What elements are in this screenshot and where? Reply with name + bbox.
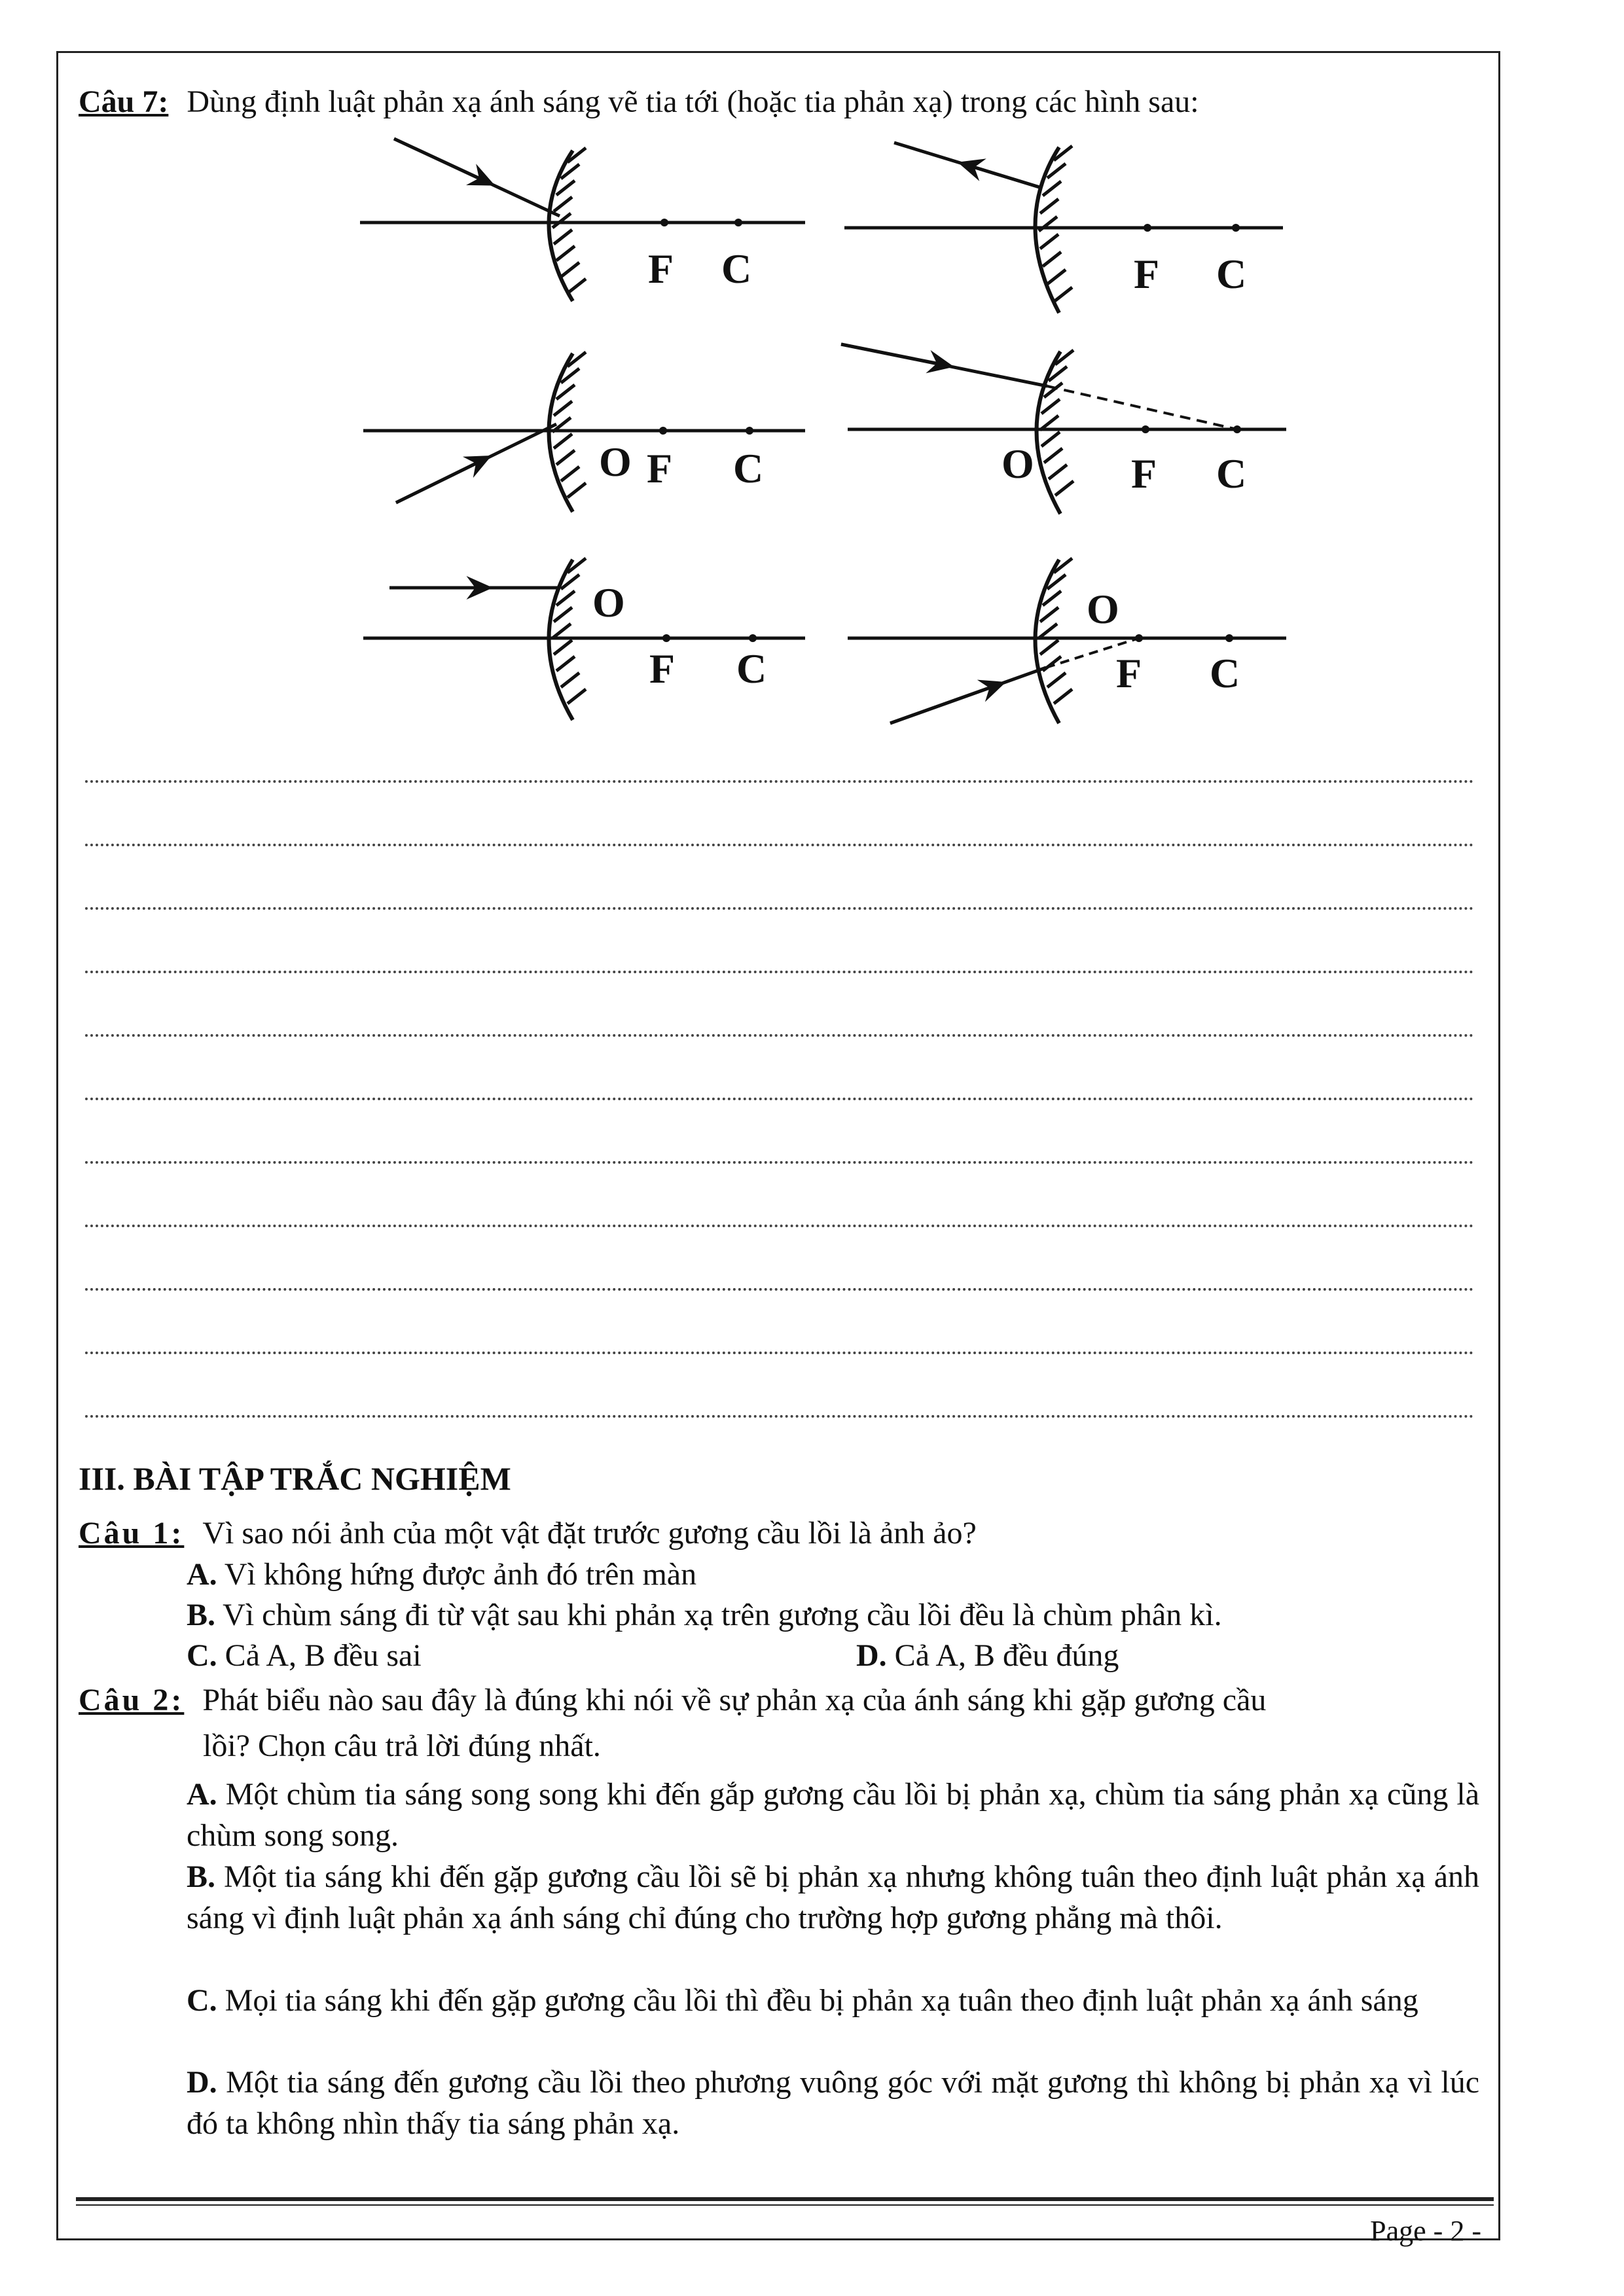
label-c: C xyxy=(721,245,752,292)
label-c: C xyxy=(736,645,767,692)
q2-option-b-text: Một tia sáng khi đến gặp gương cầu lồi sẽ bị phản xạ nhưng không tuân theo định luật phản xạ ánh sáng vì định luật phản xạ ánh sáng chỉ đúng cho trường hợp gương phẳng mà thôi. xyxy=(187,1859,1479,1935)
focus-point xyxy=(1135,634,1143,642)
answer-line xyxy=(85,1415,1474,1418)
label-f: F xyxy=(1131,450,1157,497)
q2-option-a-label: A. xyxy=(187,1777,217,1812)
q1-option-b-label: B. xyxy=(187,1598,216,1632)
answer-line xyxy=(85,1098,1474,1100)
q2-option-a-text: Một chùm tia sáng song song khi đến gắp gương cầu lồi bị phản xạ, chùm tia sáng phản xạ cũng là chùm song song. xyxy=(187,1777,1480,1853)
footer-rule-thick xyxy=(76,2197,1494,2201)
q1-option-c-label: C. xyxy=(187,1638,217,1673)
center-point xyxy=(1225,634,1233,642)
q1-option-d-text: Cả A, B đều đúng xyxy=(894,1638,1119,1673)
q2-option-d-label: D. xyxy=(187,2065,217,2100)
q2-option-d xyxy=(187,2062,1479,2144)
answer-line xyxy=(85,1352,1474,1354)
focus-point xyxy=(1144,224,1151,232)
answer-line xyxy=(85,1225,1474,1227)
label-f: F xyxy=(649,645,676,692)
q1-option-d xyxy=(856,1638,1119,1674)
center-point xyxy=(1232,224,1240,232)
figure-5 xyxy=(363,558,805,720)
focus-point xyxy=(662,634,670,642)
answer-line xyxy=(85,844,1474,846)
q1-option-a-text: Vì không hứng được ảnh đó trên màn xyxy=(224,1557,697,1592)
label-c: C xyxy=(733,445,764,492)
focus-point xyxy=(1142,425,1149,433)
answer-line xyxy=(85,780,1474,783)
mirror-hatching xyxy=(1039,558,1072,704)
question-1-text: Vì sao nói ảnh của một vật đặt trước gương cầu lồi là ảnh ảo? xyxy=(202,1516,977,1551)
center-point xyxy=(1233,425,1241,433)
q2-option-d-text: Một tia sáng đến gương cầu lồi theo phương vuông góc với mặt gương thì không bị phản xạ vì lúc đó ta không nhìn thấy tia sáng phản xạ. xyxy=(187,2065,1480,2141)
label-o: O xyxy=(592,579,625,626)
question-1-label: Câu 1: xyxy=(79,1516,185,1551)
question-2-label: Câu 2: xyxy=(79,1683,185,1717)
section-title: III. BÀI TẬP TRẮC NGHIỆM xyxy=(79,1460,511,1497)
q2-option-a xyxy=(187,1774,1479,1856)
dashed-extension xyxy=(1047,386,1237,429)
figure-3 xyxy=(363,352,805,512)
label-c: C xyxy=(1210,650,1240,696)
q1-option-c xyxy=(187,1638,422,1674)
label-o: O xyxy=(1001,440,1034,487)
ray-arrow xyxy=(394,139,484,181)
ray-arrow xyxy=(969,166,1039,187)
figure-2 xyxy=(844,143,1283,313)
label-f: F xyxy=(1116,650,1142,696)
figure-6 xyxy=(848,558,1286,723)
q1-option-b xyxy=(187,1597,1222,1633)
q2-option-c-text: Mọi tia sáng khi đến gặp gương cầu lồi thì đều bị phản xạ tuân theo định luật phản xạ ánh sáng xyxy=(225,1983,1418,2018)
focus-point xyxy=(659,427,667,435)
question-7-text: Dùng định luật phản xạ ánh sáng vẽ tia tới (hoặc tia phản xạ) trong các hình sau: xyxy=(187,84,1199,119)
q1-option-a xyxy=(187,1556,696,1592)
question-2 xyxy=(79,1682,1266,1718)
ray-arrow xyxy=(841,344,943,365)
answer-line xyxy=(85,971,1474,973)
question-2-text-line1: Phát biểu nào sau đây là đúng khi nói về sự phản xạ của ánh sáng khi gặp gương cầu xyxy=(202,1683,1267,1717)
answer-line xyxy=(85,907,1474,910)
center-point xyxy=(746,427,753,435)
center-point xyxy=(749,634,757,642)
q2-option-b xyxy=(187,1856,1479,1939)
center-point xyxy=(734,219,742,226)
figure-4 xyxy=(841,344,1286,514)
question-1 xyxy=(79,1515,977,1551)
label-f: F xyxy=(648,245,674,292)
answer-line xyxy=(85,1034,1474,1037)
mirror-hatching xyxy=(1040,350,1074,495)
ray-arrow xyxy=(890,686,995,723)
answer-line xyxy=(85,1161,1474,1164)
question-7 xyxy=(79,84,1199,120)
footer-rule-thin xyxy=(76,2204,1494,2206)
figure-1 xyxy=(360,139,805,301)
label-o: O xyxy=(1087,586,1119,632)
q1-option-d-label: D. xyxy=(856,1638,887,1673)
label-c: C xyxy=(1216,251,1247,297)
q2-option-b-label: B. xyxy=(187,1859,216,1894)
ray-arrow xyxy=(396,461,481,503)
q2-option-c-label: C. xyxy=(187,1983,217,2018)
answer-line xyxy=(85,1288,1474,1291)
label-c: C xyxy=(1216,450,1247,497)
question-7-label: Câu 7: xyxy=(79,84,169,119)
q1-option-c-text: Cả A, B đều sai xyxy=(225,1638,422,1673)
q2-option-c xyxy=(187,1980,1479,2021)
label-f: F xyxy=(1134,251,1160,297)
question-2-text-line2: lồi? Chọn câu trả lời đúng nhất. xyxy=(203,1729,601,1763)
mirror-diagrams xyxy=(353,131,1303,746)
label-f: F xyxy=(647,445,673,492)
q1-option-b-text: Vì chùm sáng đi từ vật sau khi phản xạ trên gương cầu lồi đều là chùm phân kì. xyxy=(223,1598,1222,1632)
label-o: O xyxy=(599,439,632,485)
focus-point xyxy=(660,219,668,226)
q1-option-a-label: A. xyxy=(187,1557,217,1592)
page-number: Page - 2 - xyxy=(1370,2215,1481,2247)
